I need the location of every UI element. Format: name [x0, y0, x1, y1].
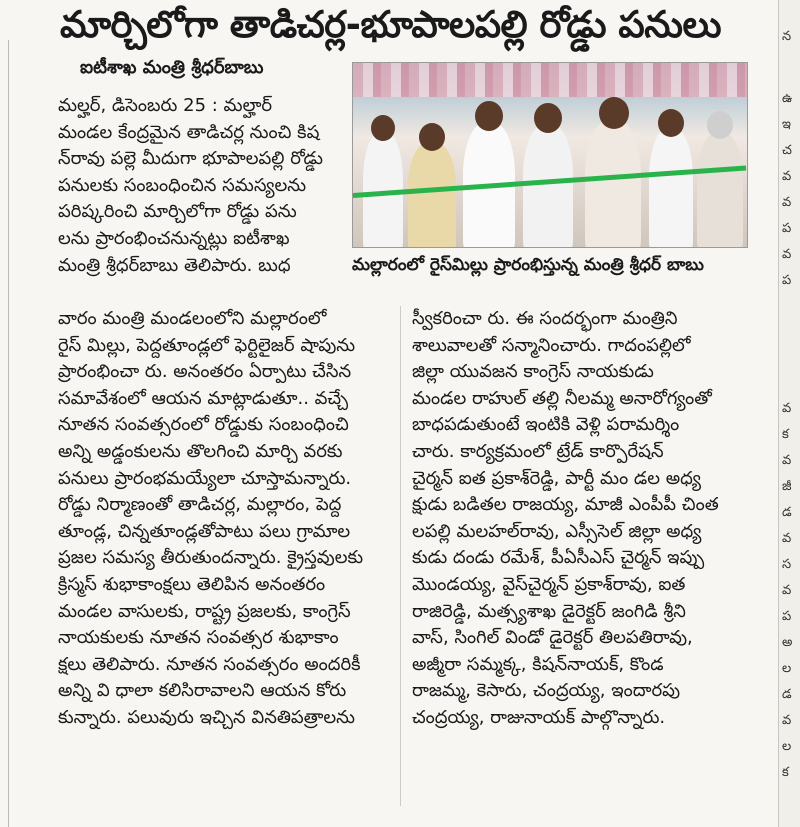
adjacent-text-fragment: చ — [782, 143, 792, 158]
adjacent-text-fragment: ప — [782, 221, 792, 236]
adjacent-text-fragment: వ — [782, 247, 792, 262]
adjacent-text-fragment: అ — [782, 635, 793, 650]
text-line: స్వీకరించా రు. ఈ సందర్భంగా మంత్రిని — [412, 308, 678, 329]
adjacent-text-fragment: వ — [782, 195, 792, 210]
text-line: అన్ని వి ధాలా కలిసిరావాలని ఆయన కోరు — [58, 680, 347, 702]
text-line: చారు. కార్యక్రమంలో ట్రేడ్ కార్పొరేషన్ — [412, 440, 664, 462]
adjacent-text-fragment: వ — [782, 583, 792, 598]
text-line: శాలువాలతో సన్మానించారు. గాదంపల్లిలో — [412, 334, 691, 356]
minister-head — [599, 97, 629, 129]
person-head — [419, 123, 445, 151]
right-column — [412, 306, 772, 732]
photo-caption: మల్లారంలో రైస్‌మిల్లు ప్రారంభిస్తున్న మంత్రి శ్రీధర్ బాబు — [352, 255, 704, 275]
adjacent-text-fragment: ప — [782, 609, 792, 624]
text-line: జిల్లా యువజన కాంగ్రెస్ నాయకుడు — [412, 361, 654, 383]
adjacent-text-fragment: ల — [782, 739, 792, 754]
text-line: తూండ్ల, చిన్నతూండ్లతోపాటు పలు గ్రామాల — [58, 520, 351, 542]
person-head — [534, 103, 562, 133]
adjacent-text-fragment: ప — [782, 273, 792, 288]
text-line: క్షలు తెలిపారు. నూతన సంవత్సరం అందరికీ — [58, 653, 361, 675]
adjacent-text-fragment: వ — [782, 169, 792, 184]
left-column-top — [58, 93, 348, 279]
text-line: అజ్మీరా సమ్మక్క, కిషన్‌నాయక్, కొండ — [412, 653, 664, 675]
person-figure — [649, 129, 693, 248]
text-line: ప్రారంభించా రు. అనంతరం ఏర్పాటు చేసిన — [58, 361, 352, 383]
person-head — [475, 101, 503, 131]
text-line: మొండయ్య, వైస్‌చైర్మన్ ప్రకాశ్‌రావు, ఐత — [412, 573, 686, 595]
text-line: మండల కేంద్రమైన తాడిచర్ల నుంచి కిష — [58, 121, 320, 143]
person-head — [371, 115, 395, 141]
adjacent-text-fragment: వ — [782, 401, 792, 416]
column-divider — [400, 306, 401, 806]
adjacent-text-fragment: వ — [782, 713, 792, 728]
text-line: బాధపడుతుంటే ఇంటికి వెళ్లి పరామర్శిం — [412, 414, 680, 436]
adjacent-text-fragment: వ — [782, 531, 792, 546]
adjacent-text-fragment: ల — [782, 661, 792, 676]
adjacent-text-fragment: డ — [782, 687, 792, 702]
person-figure — [523, 125, 573, 248]
adjacent-text-fragment: వ — [782, 453, 792, 468]
text-line: వారం మంత్రి మండలంలోని మల్లారంలో — [58, 308, 327, 329]
text-line: లపల్లి మలహల్‌రావు, ఎస్సీసెల్ జిల్లా అధ్య — [412, 520, 702, 542]
text-line: అన్ని అడ్డంకులను తొలగించి మార్చి వరకు — [58, 440, 343, 462]
article-headline: మార్చిలోగా తాడిచర్ల-భూపాలపల్లి రోడ్డు పనులు — [60, 3, 722, 46]
text-line: రాజిరెడ్డి, మత్స్యశాఖ డైరెక్టర్ జంగిడి శ్రీని — [412, 600, 686, 622]
adjacent-text-fragment: స — [782, 557, 792, 572]
text-line: ప్రజల సమస్య తీరుతుందన్నారు. క్రైస్తవులకు — [58, 547, 364, 569]
text-line: కుడు దండు రమేశ్, పీఏసీఎస్ చైర్మన్ ఇప్పు — [412, 547, 705, 569]
adjacent-text-fragment: ఉ — [782, 91, 793, 106]
text-line: మండల రాహుల్ తల్లి నీలమ్మ అనారోగ్యంతో — [412, 387, 712, 409]
text-line: రాజమ్మ, కెసారు, చంద్రయ్య, ఇందారపు — [412, 680, 681, 702]
text-line: కున్నారు. పలువురు ఇచ్చిన వినతిపత్రాలను — [58, 706, 356, 728]
text-line: రైస్ మిల్లు, పెద్దతూండ్లలో ఫెర్టిలైజర్ షాపును — [58, 334, 356, 356]
person-head — [707, 111, 733, 139]
article-subheadline: ఐటీశాఖ మంత్రి శ్రీధర్‌బాబు — [80, 57, 264, 78]
text-line: చైర్మన్ ఐత ప్రకాశ్‌రెడ్డి, పార్టీ మం డల అధ్య — [412, 467, 701, 489]
text-line: క్రిస్మస్ శుభాకాంక్షలు తెలిపిన అనంతరం — [58, 573, 326, 595]
adjacent-column-strip — [778, 0, 800, 827]
decoration-garland — [353, 63, 747, 97]
article-photo — [352, 62, 748, 248]
adjacent-text-fragment: క — [782, 427, 789, 442]
adjacent-text-fragment: న — [782, 29, 792, 44]
person-head — [658, 109, 684, 137]
text-line: చంద్రయ్య, రాజునాయక్ పాల్గొన్నారు. — [412, 706, 666, 728]
text-line: లను ప్రారంభించనున్నట్లు ఐటీశాఖ — [58, 227, 290, 249]
text-line: మండల వాసులకు, రాష్ట్ర ప్రజలకు, కాంగ్రెస్ — [58, 600, 351, 622]
minister-figure — [585, 121, 641, 248]
text-line: నాయకులకు నూతన సంవత్సర శుభాకాం — [58, 627, 339, 649]
text-line: క్షుడు బడితల రాజయ్య, మాజీ ఎంపీపీ చింత — [412, 494, 719, 516]
text-line: వాస్, సింగిల్ విండో డైరెక్టర్ తిలపతిరావు, — [412, 627, 693, 649]
person-figure — [697, 133, 743, 248]
text-line: పనులకు సంబంధించిన సమస్యలను — [58, 174, 307, 196]
adjacent-text-fragment: క — [782, 765, 789, 780]
page-edge-rule — [8, 40, 9, 827]
adjacent-text-fragment: డ — [782, 505, 792, 520]
text-line: మంత్రి శ్రీధర్‌బాబు తెలిపారు. బుధ — [58, 254, 291, 276]
adjacent-text-fragment: జీ — [782, 479, 792, 494]
text-line: పనులు ప్రారంభమయ్యేలా చూస్తామన్నారు. — [58, 467, 352, 489]
left-column-bottom — [58, 306, 388, 732]
adjacent-text-fragment: ఇ — [782, 117, 791, 132]
text-line: మల్హర్, డిసెంబరు 25 : మల్హార్ — [58, 95, 273, 116]
text-line: సమావేశంలో ఆయన మాట్లాడుతూ.. వచ్చే — [58, 387, 349, 409]
person-figure — [408, 143, 456, 248]
text-line: న్‌రావు పల్లె మీదుగా భూపాలపల్లి రోడ్డు — [58, 148, 324, 170]
text-line: పరిష్కరించి మార్చిలోగా రోడ్డు పను — [58, 201, 297, 223]
text-line: రోడ్డు నిర్మాణంతో తాడిచర్ల, మల్లారం, పెద్ద — [58, 494, 342, 516]
text-line: నూతన సంవత్సరంలో రోడ్డుకు సంబంధించి — [58, 414, 349, 436]
